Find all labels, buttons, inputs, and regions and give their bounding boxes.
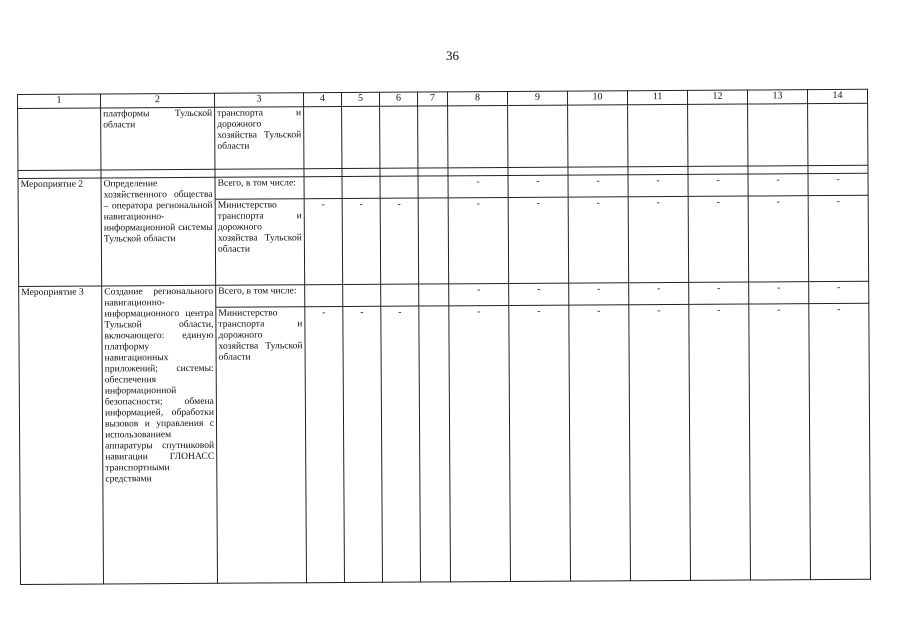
value-cell [380,176,418,198]
measure-description: Определение хозяйственного общества – оператора региональной навигационно-информационной системы Тульской области [101,177,216,286]
column-header: 4 [303,93,341,107]
value-cell: - [569,283,629,305]
value-cell: - [809,281,869,303]
value-cell [342,176,380,198]
row-label: Министерство транспорта и дорожного хозяйства Тульской области [215,199,305,286]
value-cell: - [688,174,748,196]
value-cell [418,176,448,198]
value-cell: - [569,305,631,581]
table-cell [688,104,748,166]
value-cell [419,306,451,582]
table-cell [418,168,448,176]
value-cell: - [449,305,511,581]
value-cell: - [343,306,383,582]
value-cell: - [689,282,749,304]
table-cell [18,108,101,171]
table-cell [342,106,380,168]
value-cell: - [749,304,811,580]
value-cell: - [748,196,809,282]
column-header: 5 [341,92,379,106]
table-cell [508,105,568,167]
measure-name: Мероприятие 3 [19,286,104,585]
table-cell [808,103,868,165]
value-cell: - [809,303,871,579]
value-cell: - [508,175,568,197]
value-cell: - [628,196,689,282]
table-cell [304,169,342,177]
table-cell [748,104,808,166]
value-cell: - [509,283,569,305]
column-header: 6 [379,92,417,106]
column-header: 13 [747,90,807,104]
value-cell: - [449,284,509,306]
value-cell: - [568,197,629,283]
table-cell [568,105,628,167]
value-cell: - [748,174,808,196]
table-cell [418,106,448,168]
value-cell: - [448,198,509,284]
value-cell: - [305,307,345,583]
value-cell [304,177,342,199]
value-cell: - [629,304,691,580]
value-cell: - [568,175,628,197]
value-cell: - [342,198,381,284]
value-cell: - [688,196,749,282]
value-cell: - [304,199,343,285]
column-header: 9 [507,91,567,105]
value-cell: - [381,306,421,582]
column-header: 1 [18,94,101,109]
column-header: 8 [447,92,507,106]
column-header: 3 [214,93,303,108]
value-cell: - [808,195,869,281]
value-cell: - [508,197,569,283]
value-cell [381,284,419,306]
row-label: Всего, в том числе: [215,177,304,200]
row-label: Всего, в том числе: [216,285,305,308]
column-header: 7 [417,92,447,106]
page-number: 36 [446,48,459,63]
table-cell: платформы Тульской области [101,107,215,170]
value-cell: - [380,198,419,284]
column-header: 12 [687,90,747,104]
value-cell: - [749,282,809,304]
column-header: 14 [807,89,867,103]
value-cell: - [628,174,688,196]
value-cell: - [689,304,751,580]
table-cell [342,168,380,176]
column-header: 10 [567,91,627,105]
column-header: 11 [627,90,687,104]
measure-description: Создание регионального навигационно-информационного центра Тульской области, включающего: единую платформу навигационных приложений; системы: обеспечения информационной безопасности; обмена информацией, обработки вызовов и управления с использованием аппаратуры спутниковой навигации ГЛОНАСС транспортными средствами [102,285,218,584]
value-cell [343,284,381,306]
column-header: 2 [101,93,215,108]
value-cell: - [509,305,571,581]
value-cell: - [448,176,508,198]
row-label: Министерство транспорта и дорожного хозяйства Тульской области [216,307,307,584]
table-cell [448,106,508,168]
measure-name: Мероприятие 2 [18,178,102,287]
value-cell: - [629,282,689,304]
value-cell [305,285,343,307]
table-wrapper [17,89,871,585]
value-cell: - [808,173,868,195]
table-cell [380,106,418,168]
table-cell [628,104,688,166]
value-cell [419,284,449,306]
value-cell [418,198,449,284]
budget-table [17,89,871,585]
table-cell [380,168,418,176]
table-cell: транспорта и дорожного хозяйства Тульской области [215,107,304,170]
table-cell [304,107,342,169]
continuation-row [18,103,868,170]
